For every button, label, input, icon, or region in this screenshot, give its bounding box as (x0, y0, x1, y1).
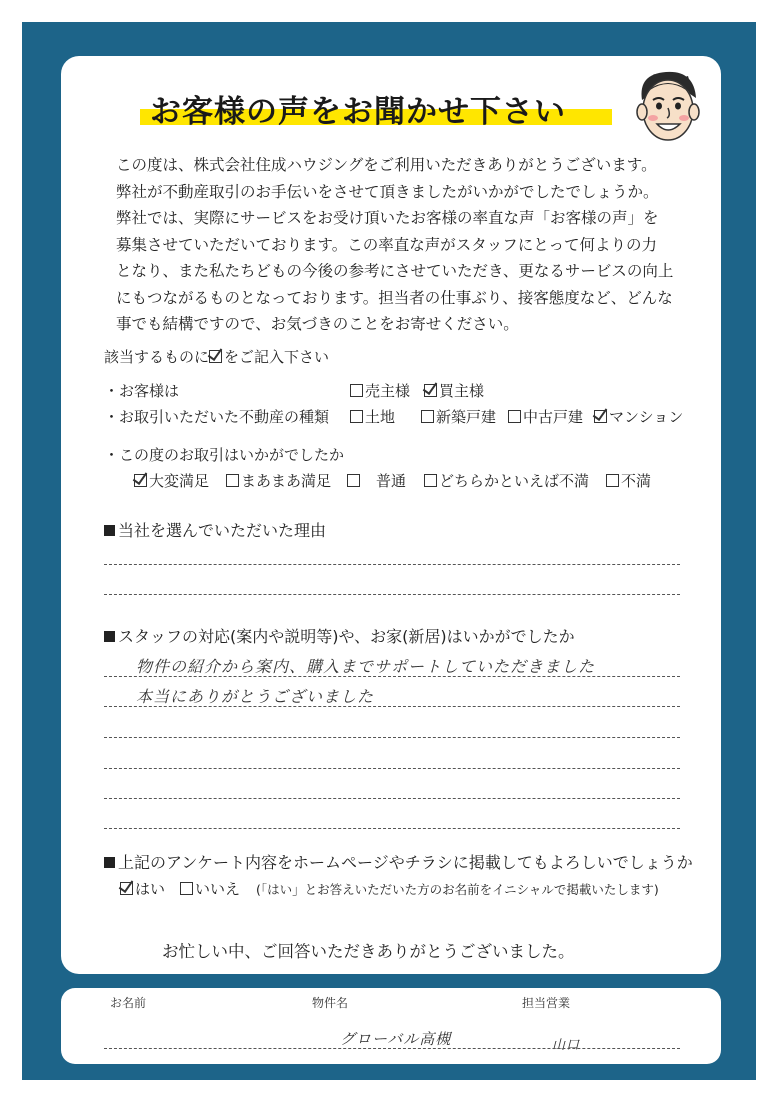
option-very-satisfied[interactable]: 大変満足 (134, 470, 209, 491)
checkbox-icon[interactable] (606, 474, 619, 487)
checkbox-icon[interactable] (347, 474, 360, 487)
answer-line[interactable] (104, 768, 680, 769)
staff-heading: スタッフの対応(案内や説明等)や、お家(新居)はいかがでしたか (104, 624, 575, 647)
check-icon (209, 350, 222, 363)
answer-line[interactable] (104, 798, 680, 799)
option-used-house[interactable]: 中古戸建 (508, 406, 583, 427)
property-value: グローバル高槻 (340, 1030, 452, 1048)
footer-line[interactable] (104, 1048, 680, 1049)
square-bullet-icon (104, 857, 115, 868)
checkbox-icon[interactable] (424, 474, 437, 487)
answer-line[interactable] (104, 737, 680, 738)
option-no[interactable]: いいえ (180, 878, 240, 899)
checkbox-icon[interactable] (421, 410, 434, 423)
checkbox-icon[interactable] (226, 474, 239, 487)
mascot-face-icon (628, 64, 708, 148)
intro-paragraph (116, 152, 696, 338)
intro-line: この度は、株式会社住成ハウジングをご利用いただきありがとうございます。 (116, 156, 657, 174)
intro-line: 募集させていただいております。この率直な声がスタッフにとって何よりの力 (116, 235, 657, 254)
answer-line[interactable] (104, 828, 680, 829)
intro-line: 弊社では、実際にサービスをお受け頂いたお客様の率直な声「お客様の声」を (116, 209, 659, 227)
intro-line: 事でも結構ですので、お気づきのことをお寄せください。 (116, 315, 519, 333)
intro-line: にもつながるものとなっております。担当者の仕事ぶり、接客態度など、どんな (116, 288, 673, 307)
checklist-instruction: 該当するものに をご記入下さい (104, 348, 330, 366)
property-type-label: ・お取引いただいた不動産の種類 (104, 408, 330, 426)
answer-line[interactable] (104, 564, 680, 565)
page-title: お客様の声をお聞かせ下さい (150, 94, 566, 130)
option-seller[interactable]: 売主様 (350, 380, 410, 401)
handwritten-answer-line: 本当にありがとうございました (136, 687, 375, 706)
option-normal[interactable]: 普通 (347, 470, 406, 491)
intro-line: 弊社が不動産取引のお手伝いをさせて頂きましたがいかがでしたでしょうか。 (116, 182, 659, 201)
publish-heading: 上記のアンケート内容をホームページやチラシに掲載してもよろしいでしょうか (104, 850, 693, 873)
option-new-house[interactable]: 新築戸建 (421, 406, 496, 427)
checkbox-checked-icon[interactable] (120, 882, 133, 895)
reason-heading: 当社を選んでいただいた理由 (104, 518, 326, 541)
satisfaction-label: ・この度のお取引はいかがでしたか (104, 446, 345, 464)
option-buyer[interactable]: 買主様 (424, 380, 484, 401)
square-bullet-icon (104, 631, 115, 642)
option-dissatisfied[interactable]: 不満 (606, 470, 651, 491)
answer-line[interactable] (104, 676, 680, 677)
answer-line[interactable] (104, 706, 680, 707)
checkbox-icon[interactable] (180, 882, 193, 895)
checkbox-icon[interactable] (508, 410, 521, 423)
checkbox-checked-icon[interactable] (594, 410, 607, 423)
option-fairly-satisfied[interactable]: まあまあ満足 (226, 470, 331, 491)
option-somewhat-dissatisfied[interactable]: どちらかといえば不満 (424, 470, 589, 491)
intro-line: となり、また私たちどもの今後の参考にさせていただき、更なるサービスの向上 (116, 262, 674, 280)
option-mansion[interactable]: マンション (594, 406, 683, 427)
customer-type-label: ・お客様は (104, 382, 180, 400)
answer-line[interactable] (104, 594, 680, 595)
handwritten-answer-line: 物件の紹介から案内、購入までサポートしていただきました (136, 657, 596, 676)
option-yes[interactable]: はい (120, 878, 165, 899)
checkbox-checked-icon[interactable] (134, 474, 147, 487)
staff-value: 山口 (552, 1038, 581, 1053)
staff-label: 担当営業 (522, 996, 571, 1010)
option-land[interactable]: 土地 (350, 406, 395, 427)
name-label: お名前 (110, 996, 147, 1010)
checkbox-checked-icon[interactable] (424, 384, 437, 397)
property-label: 物件名 (312, 996, 349, 1010)
publish-note: (「はい」とお答えいただいた方のお名前をイニシャルで掲載いたします) (256, 882, 659, 897)
checkbox-icon[interactable] (350, 410, 363, 423)
checkbox-icon[interactable] (350, 384, 363, 397)
square-bullet-icon (104, 525, 115, 536)
closing-message: お忙しい中、ご回答いただきありがとうございました。 (162, 942, 575, 961)
footer-card (61, 988, 721, 1064)
